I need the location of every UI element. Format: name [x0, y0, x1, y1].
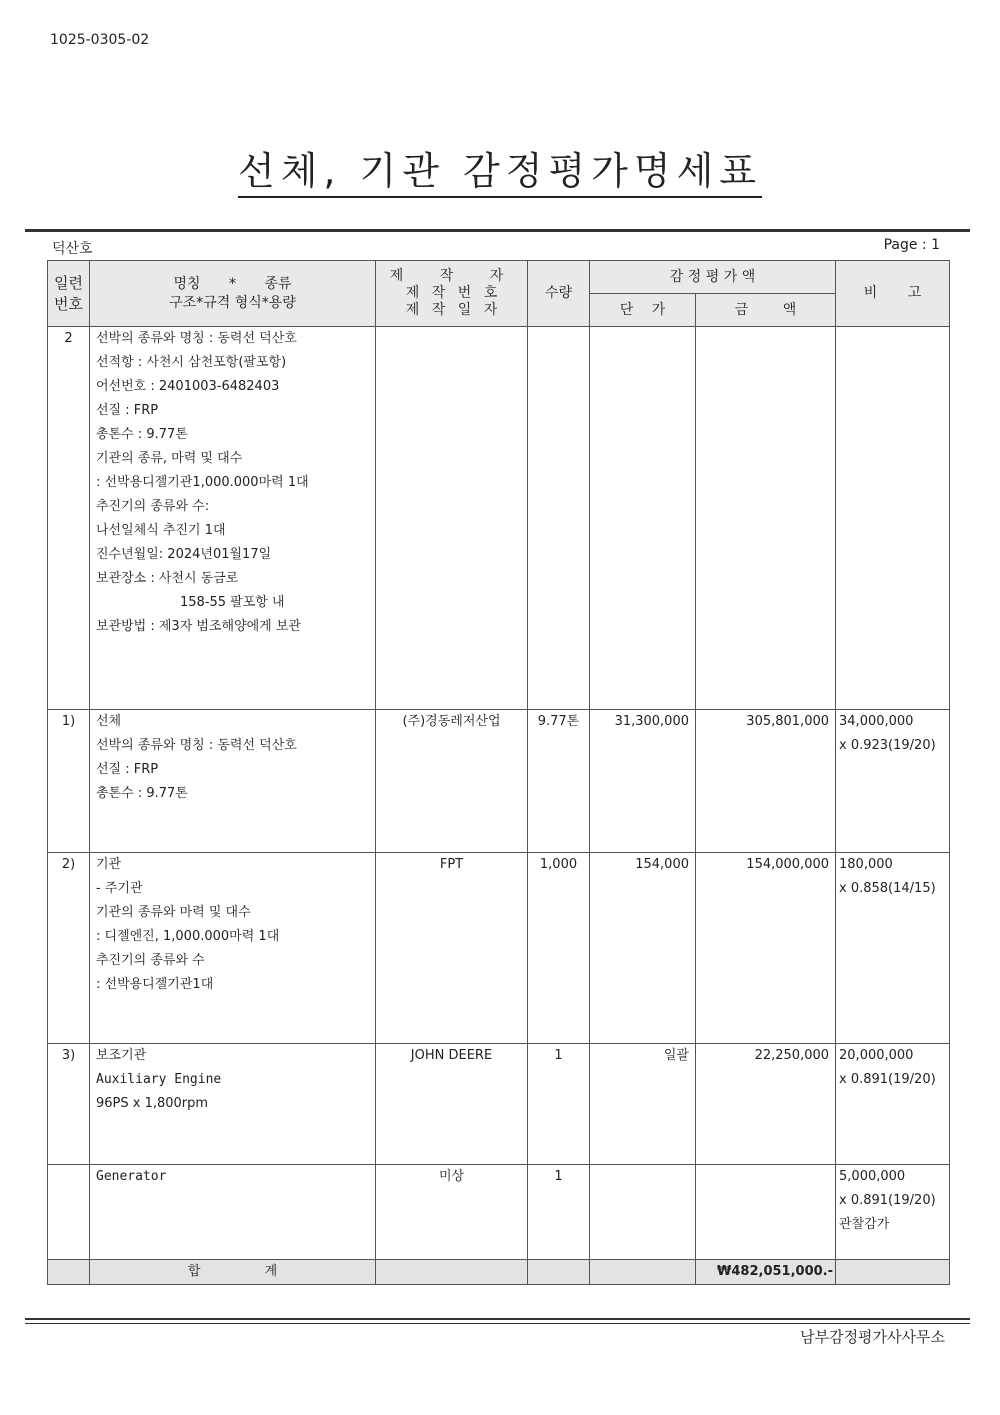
bottom-rule [25, 1318, 970, 1320]
table-row [48, 327, 950, 710]
row-amount: 154,000,000 [696, 853, 836, 1044]
total-label-a: 합 [187, 1264, 201, 1279]
header-maker-line1: 제 작 자 [389, 268, 514, 285]
header-appraisal: 감 정 평 가 액 [590, 261, 836, 294]
row-unit-price: 31,300,000 [590, 710, 696, 853]
remark-line: 5,000,000 [839, 1169, 906, 1184]
row-description [90, 710, 376, 853]
row-description [90, 327, 376, 710]
row-amount: 22,250,000 [696, 1044, 836, 1165]
header-no-line2: 번호 [54, 294, 83, 313]
row-description-line: 96PS x 1,800rpm [96, 1096, 209, 1111]
ship-name: 덕산호 [52, 241, 93, 257]
table-row [48, 1165, 950, 1260]
row-description-line: 어선번호 : 2401003-6482403 [96, 379, 280, 394]
row-qty: 1 [528, 1044, 590, 1165]
header-name-line1: 명칭 * 종류 [173, 275, 292, 292]
header-no-line1: 일련 [54, 274, 83, 293]
remark-line: 20,000,000 [839, 1048, 914, 1063]
row-qty: 9.77톤 [528, 710, 590, 853]
row-remark [836, 853, 950, 1044]
row-description-line: 진수년월일: 2024년01월17일 [96, 547, 272, 562]
header-remark: 비 고 [836, 261, 950, 327]
row-description [90, 853, 376, 1044]
row-description-line: 선질 : FRP [96, 403, 159, 418]
row-description-line: 선질 : FRP [96, 762, 159, 777]
document-id: 1025-0305-02 [50, 32, 150, 48]
header-maker-line2: 제 작 번 호 [405, 285, 498, 302]
total-amount: ₩482,051,000.- [696, 1260, 836, 1285]
row-remark [836, 1044, 950, 1165]
row-remark [836, 710, 950, 853]
total-row [48, 1260, 950, 1285]
total-remark [836, 1260, 950, 1285]
row-no: 3) [48, 1044, 90, 1165]
row-description-line: 기관의 종류와 마력 및 대수 [96, 905, 251, 920]
row-description-line: 선박의 종류와 명칭 : 동력선 덕산호 [96, 331, 297, 346]
row-qty: 1,000 [528, 853, 590, 1044]
header-maker [376, 261, 528, 327]
row-description-line: : 디젤엔진, 1,000.000마력 1대 [96, 929, 280, 944]
appraisal-table [47, 260, 950, 1285]
row-remark [836, 327, 950, 710]
table-row [48, 1044, 950, 1165]
row-no: 2) [48, 853, 90, 1044]
row-unit-price: 154,000 [590, 853, 696, 1044]
row-description-line: 선체 [96, 714, 122, 729]
row-description-line: 기관의 종류, 마력 및 대수 [96, 451, 243, 466]
total-maker [376, 1260, 528, 1285]
row-description-line: 보관장소 : 사천시 동금로 [96, 571, 239, 586]
remark-line: x 0.891(19/20) [839, 1193, 936, 1208]
remark-line: x 0.923(19/20) [839, 738, 936, 753]
row-description-line: 보관방법 : 제3자 범조해양에게 보관 [96, 619, 301, 634]
row-amount: 305,801,000 [696, 710, 836, 853]
page-title [0, 140, 1000, 195]
remark-line: 34,000,000 [839, 714, 914, 729]
page-number: Page : 1 [883, 237, 940, 253]
row-description-line: : 선박용디젤기관1,000.000마력 1대 [96, 475, 309, 490]
row-maker: JOHN DEERE [376, 1044, 528, 1165]
row-qty: 1 [528, 1165, 590, 1260]
row-no [48, 1165, 90, 1260]
total-no [48, 1260, 90, 1285]
row-description [90, 1044, 376, 1165]
remark-line: x 0.891(19/20) [839, 1072, 936, 1087]
row-no: 2 [48, 327, 90, 710]
top-rule [25, 229, 970, 232]
row-description-line: 선박의 종류와 명칭 : 동력선 덕산호 [96, 738, 297, 753]
row-amount [696, 1165, 836, 1260]
header-maker-line3: 제 작 일 자 [405, 301, 498, 318]
row-description [90, 1165, 376, 1260]
row-maker: (주)경동레저산업 [376, 710, 528, 853]
row-description-line: 추진기의 종류와 수: [96, 499, 210, 514]
total-qty [528, 1260, 590, 1285]
header-unit-price: 단 가 [590, 294, 696, 327]
header-row [48, 261, 950, 294]
row-amount [696, 327, 836, 710]
total-label [90, 1260, 376, 1285]
row-description-line: 추진기의 종류와 수 [96, 953, 205, 968]
office-name: 남부감정평가사사무소 [800, 1328, 945, 1346]
remark-line: x 0.858(14/15) [839, 881, 936, 896]
header-amount: 금 액 [696, 294, 836, 327]
remark-line: 180,000 [839, 857, 893, 872]
row-description-line: Generator [96, 1169, 167, 1184]
row-maker: FPT [376, 853, 528, 1044]
row-description-line: : 선박용디젤기관1대 [96, 977, 214, 992]
row-description-line: 기관 [96, 857, 122, 872]
total-unit-price [590, 1260, 696, 1285]
row-description-line: - 주기관 [96, 881, 143, 896]
page-title-text: 선체, 기관 감정평가명세표 [238, 149, 762, 198]
row-qty [528, 327, 590, 710]
remark-line: 관찰감가 [839, 1217, 890, 1232]
header-no [48, 261, 90, 327]
header-name [90, 261, 376, 327]
row-description-line: 158-55 팔포항 내 [180, 595, 285, 610]
row-unit-price [590, 327, 696, 710]
row-description-line: 총톤수 : 9.77톤 [96, 786, 188, 801]
row-description-line: Auxiliary Engine [96, 1072, 222, 1087]
bottom-rule-thin [25, 1323, 970, 1324]
row-maker [376, 327, 528, 710]
row-unit-price [590, 1165, 696, 1260]
table-row [48, 853, 950, 1044]
row-description-line: 나선일체식 추진기 1대 [96, 523, 226, 538]
row-description-line: 선적항 : 사천시 삼천포항(팔포항) [96, 355, 287, 370]
header-name-line2: 구조*규격 형식*용량 [169, 294, 296, 311]
table-row [48, 710, 950, 853]
row-no: 1) [48, 710, 90, 853]
row-remark [836, 1165, 950, 1260]
row-description-line: 총톤수 : 9.77톤 [96, 427, 188, 442]
header-qty: 수량 [528, 261, 590, 327]
total-label-b: 계 [264, 1264, 278, 1279]
row-description-line: 보조기관 [96, 1048, 147, 1063]
row-unit-price: 일괄 [590, 1044, 696, 1165]
row-maker: 미상 [376, 1165, 528, 1260]
